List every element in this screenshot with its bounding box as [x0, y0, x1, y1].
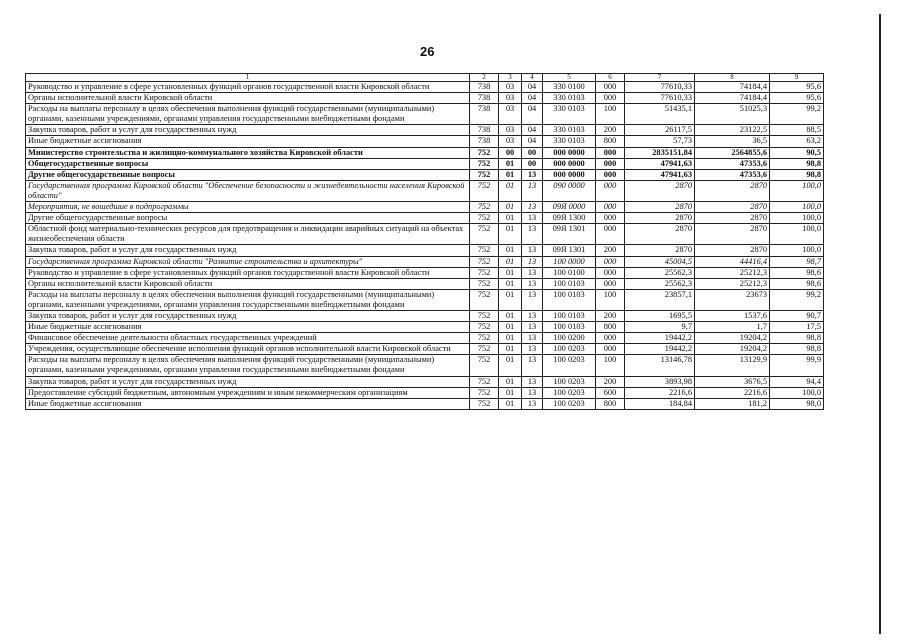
subsection-cell: 13	[522, 333, 543, 344]
table-row	[26, 180, 824, 201]
planned-cell: 2870	[625, 213, 695, 224]
expense-type-cell: 200	[596, 310, 625, 321]
section-cell: 01	[499, 224, 522, 245]
admin-code-cell: 738	[470, 104, 499, 125]
executed-cell: 51025,3	[695, 104, 770, 125]
subsection-cell: 13	[522, 245, 543, 256]
target-article-cell: 330 0103	[543, 136, 596, 147]
table-row	[26, 333, 824, 344]
subsection-cell: 13	[522, 256, 543, 267]
planned-cell: 3893,98	[625, 376, 695, 387]
target-article-cell: 000 0000	[543, 147, 596, 158]
column-number-cell: 7	[625, 74, 695, 82]
planned-cell: 47941,63	[625, 169, 695, 180]
admin-code-cell: 752	[470, 202, 499, 213]
target-article-cell: 100 0203	[543, 398, 596, 409]
expense-type-cell: 100	[596, 104, 625, 125]
section-cell: 03	[499, 93, 522, 104]
subsection-cell: 13	[522, 180, 543, 201]
percent-cell: 100,0	[770, 387, 824, 398]
subsection-cell: 13	[522, 289, 543, 310]
target-article-cell: 09Я 1301	[543, 245, 596, 256]
percent-cell: 98,8	[770, 158, 824, 169]
expense-type-cell: 000	[596, 202, 625, 213]
planned-cell: 2870	[625, 245, 695, 256]
description-cell: Органы исполнительной власти Кировской области	[26, 278, 470, 289]
section-cell: 01	[499, 158, 522, 169]
admin-code-cell: 752	[470, 256, 499, 267]
column-number-row	[26, 74, 824, 82]
subsection-cell: 13	[522, 213, 543, 224]
table-row	[26, 267, 824, 278]
planned-cell: 25562,3	[625, 267, 695, 278]
expense-type-cell: 600	[596, 387, 625, 398]
percent-cell: 99,2	[770, 289, 824, 310]
description-cell: Руководство и управление в сфере установленных функций органов государственной власти Кировской области	[26, 267, 470, 278]
subsection-cell: 13	[522, 355, 543, 376]
expense-type-cell: 000	[596, 256, 625, 267]
expense-type-cell: 000	[596, 344, 625, 355]
section-cell: 01	[499, 322, 522, 333]
subsection-cell: 04	[522, 82, 543, 93]
executed-cell: 25212,3	[695, 267, 770, 278]
planned-cell: 26117,5	[625, 125, 695, 136]
executed-cell: 36,5	[695, 136, 770, 147]
subsection-cell: 13	[522, 224, 543, 245]
section-cell: 01	[499, 256, 522, 267]
percent-cell: 90,5	[770, 147, 824, 158]
subsection-cell: 13	[522, 169, 543, 180]
table-row	[26, 104, 824, 125]
executed-cell: 2870	[695, 213, 770, 224]
target-article-cell: 100 0103	[543, 322, 596, 333]
admin-code-cell: 752	[470, 355, 499, 376]
target-article-cell: 330 0100	[543, 82, 596, 93]
table-row	[26, 93, 824, 104]
table-row	[26, 289, 824, 310]
description-cell: Областной фонд материально-технических ресурсов для предотвращения и ликвидации аварийных ситуаций на объектах жизнеобеспечения области	[26, 224, 470, 245]
admin-code-cell: 752	[470, 224, 499, 245]
expense-type-cell: 200	[596, 376, 625, 387]
subsection-cell: 13	[522, 398, 543, 409]
table-row	[26, 158, 824, 169]
executed-cell: 44416,4	[695, 256, 770, 267]
executed-cell: 2564855,6	[695, 147, 770, 158]
target-article-cell: 100 0103	[543, 310, 596, 321]
admin-code-cell: 752	[470, 147, 499, 158]
target-article-cell: 090 0000	[543, 180, 596, 201]
table-row	[26, 136, 824, 147]
table-row	[26, 322, 824, 333]
admin-code-cell: 752	[470, 387, 499, 398]
section-cell: 00	[499, 147, 522, 158]
percent-cell: 98,8	[770, 344, 824, 355]
table-row	[26, 82, 824, 93]
executed-cell: 2870	[695, 180, 770, 201]
table-row	[26, 278, 824, 289]
planned-cell: 51435,1	[625, 104, 695, 125]
expense-type-cell: 000	[596, 267, 625, 278]
description-cell: Государственная программа Кировской области "Обеспечение безопасности и жизнедеятельности населения Кировской области"	[26, 180, 470, 201]
target-article-cell: 100 0203	[543, 355, 596, 376]
column-number-cell: 9	[770, 74, 824, 82]
expense-type-cell: 000	[596, 147, 625, 158]
description-cell: Предоставление субсидий бюджетным, автономным учреждениям и иным некоммерческим организациям	[26, 387, 470, 398]
executed-cell: 19204,2	[695, 344, 770, 355]
admin-code-cell: 752	[470, 376, 499, 387]
admin-code-cell: 752	[470, 213, 499, 224]
description-cell: Расходы на выплаты персоналу в целях обеспечения выполнения функций государственными (муниципальными) органами, казенными учреждениями, органами управления государственными внебюджетными фондами	[26, 355, 470, 376]
admin-code-cell: 738	[470, 125, 499, 136]
admin-code-cell: 738	[470, 93, 499, 104]
section-cell: 01	[499, 344, 522, 355]
percent-cell: 98,6	[770, 267, 824, 278]
target-article-cell: 09Я 1301	[543, 224, 596, 245]
section-cell: 01	[499, 310, 522, 321]
section-cell: 01	[499, 355, 522, 376]
expense-type-cell: 100	[596, 289, 625, 310]
subsection-cell: 13	[522, 376, 543, 387]
table-row	[26, 169, 824, 180]
admin-code-cell: 752	[470, 322, 499, 333]
section-cell: 01	[499, 376, 522, 387]
subsection-cell: 13	[522, 322, 543, 333]
table-row	[26, 245, 824, 256]
description-cell: Общегосударственные вопросы	[26, 158, 470, 169]
admin-code-cell: 752	[470, 180, 499, 201]
target-article-cell: 09Я 0000	[543, 202, 596, 213]
description-cell: Иные бюджетные ассигнования	[26, 398, 470, 409]
description-cell: Мероприятия, не вошедшие в подпрограммы	[26, 202, 470, 213]
executed-cell: 2870	[695, 245, 770, 256]
section-cell: 01	[499, 278, 522, 289]
percent-cell: 63,2	[770, 136, 824, 147]
percent-cell: 95,6	[770, 93, 824, 104]
admin-code-cell: 752	[470, 289, 499, 310]
table-row	[26, 202, 824, 213]
column-number-cell: 3	[499, 74, 522, 82]
executed-cell: 19204,2	[695, 333, 770, 344]
table-row	[26, 213, 824, 224]
executed-cell: 1,7	[695, 322, 770, 333]
subsection-cell: 00	[522, 147, 543, 158]
target-article-cell: 100 0200	[543, 333, 596, 344]
description-cell: Закупка товаров, работ и услуг для государственных нужд	[26, 376, 470, 387]
planned-cell: 25562,3	[625, 278, 695, 289]
target-article-cell: 100 0203	[543, 344, 596, 355]
planned-cell: 2870	[625, 180, 695, 201]
percent-cell: 98,8	[770, 333, 824, 344]
subsection-cell: 04	[522, 136, 543, 147]
percent-cell: 88,5	[770, 125, 824, 136]
admin-code-cell: 752	[470, 344, 499, 355]
percent-cell: 99,9	[770, 355, 824, 376]
expense-type-cell: 000	[596, 224, 625, 245]
percent-cell: 95,6	[770, 82, 824, 93]
scan-edge-line	[879, 14, 881, 634]
planned-cell: 2835151,84	[625, 147, 695, 158]
subsection-cell: 13	[522, 267, 543, 278]
target-article-cell: 330 0103	[543, 104, 596, 125]
percent-cell: 98,8	[770, 169, 824, 180]
section-cell: 03	[499, 125, 522, 136]
expense-type-cell: 000	[596, 333, 625, 344]
planned-cell: 19442,2	[625, 333, 695, 344]
executed-cell: 74184,4	[695, 93, 770, 104]
page-number: 26	[420, 44, 435, 59]
section-cell: 01	[499, 202, 522, 213]
description-cell: Иные бюджетные ассигнования	[26, 322, 470, 333]
executed-cell: 74184,4	[695, 82, 770, 93]
executed-cell: 23673	[695, 289, 770, 310]
expense-type-cell: 000	[596, 158, 625, 169]
target-article-cell: 100 0103	[543, 278, 596, 289]
admin-code-cell: 752	[470, 267, 499, 278]
description-cell: Министерство строительства и жилищно-коммунального хозяйства Кировской области	[26, 147, 470, 158]
executed-cell: 181,2	[695, 398, 770, 409]
percent-cell: 94,4	[770, 376, 824, 387]
executed-cell: 47353,6	[695, 158, 770, 169]
percent-cell: 100,0	[770, 202, 824, 213]
expense-type-cell: 800	[596, 136, 625, 147]
expense-type-cell: 000	[596, 82, 625, 93]
table-row	[26, 125, 824, 136]
subsection-cell: 04	[522, 125, 543, 136]
target-article-cell: 330 0103	[543, 125, 596, 136]
table-body	[26, 74, 824, 410]
table-row	[26, 310, 824, 321]
executed-cell: 13129,9	[695, 355, 770, 376]
target-article-cell: 100 0000	[543, 256, 596, 267]
executed-cell: 1537,6	[695, 310, 770, 321]
table-row	[26, 387, 824, 398]
target-article-cell: 09Я 1300	[543, 213, 596, 224]
subsection-cell: 13	[522, 278, 543, 289]
percent-cell: 17,5	[770, 322, 824, 333]
target-article-cell: 100 0100	[543, 267, 596, 278]
admin-code-cell: 738	[470, 136, 499, 147]
table-row	[26, 355, 824, 376]
table-row	[26, 376, 824, 387]
expense-type-cell: 200	[596, 125, 625, 136]
subsection-cell: 00	[522, 158, 543, 169]
section-cell: 01	[499, 180, 522, 201]
description-cell: Иные бюджетные ассигнования	[26, 136, 470, 147]
planned-cell: 184,84	[625, 398, 695, 409]
percent-cell: 98,7	[770, 256, 824, 267]
column-number-cell: 8	[695, 74, 770, 82]
section-cell: 01	[499, 245, 522, 256]
table-row	[26, 224, 824, 245]
target-article-cell: 330 0103	[543, 93, 596, 104]
description-cell: Закупка товаров, работ и услуг для государственных нужд	[26, 245, 470, 256]
executed-cell: 2870	[695, 202, 770, 213]
section-cell: 01	[499, 169, 522, 180]
percent-cell: 98,0	[770, 398, 824, 409]
description-cell: Государственная программа Кировской области "Развитие строительства и архитектуры"	[26, 256, 470, 267]
table-row	[26, 256, 824, 267]
percent-cell: 100,0	[770, 245, 824, 256]
description-cell: Органы исполнительной власти Кировской области	[26, 93, 470, 104]
section-cell: 01	[499, 267, 522, 278]
percent-cell: 90,7	[770, 310, 824, 321]
expense-type-cell: 800	[596, 398, 625, 409]
section-cell: 01	[499, 398, 522, 409]
expense-type-cell: 200	[596, 245, 625, 256]
target-article-cell: 000 0000	[543, 169, 596, 180]
description-cell: Другие общегосударственные вопросы	[26, 213, 470, 224]
table-row	[26, 398, 824, 409]
expense-type-cell: 000	[596, 169, 625, 180]
admin-code-cell: 752	[470, 278, 499, 289]
section-cell: 03	[499, 104, 522, 125]
admin-code-cell: 752	[470, 169, 499, 180]
section-cell: 01	[499, 289, 522, 310]
planned-cell: 77610,33	[625, 93, 695, 104]
table-row	[26, 344, 824, 355]
description-cell: Финансовое обеспечение деятельности областных государственных учреждений	[26, 333, 470, 344]
expense-type-cell: 000	[596, 213, 625, 224]
subsection-cell: 13	[522, 310, 543, 321]
admin-code-cell: 752	[470, 310, 499, 321]
executed-cell: 25212,3	[695, 278, 770, 289]
section-cell: 03	[499, 136, 522, 147]
percent-cell: 100,0	[770, 180, 824, 201]
description-cell: Закупка товаров, работ и услуг для государственных нужд	[26, 125, 470, 136]
expense-type-cell: 100	[596, 355, 625, 376]
executed-cell: 47353,6	[695, 169, 770, 180]
section-cell: 01	[499, 387, 522, 398]
planned-cell: 57,73	[625, 136, 695, 147]
budget-table	[25, 73, 824, 410]
planned-cell: 2870	[625, 224, 695, 245]
description-cell: Расходы на выплаты персоналу в целях обеспечения выполнения функций государственными (муниципальными) органами, казенными учреждениями, органами управления государственными внебюджетными фондами	[26, 104, 470, 125]
column-number-cell: 4	[522, 74, 543, 82]
column-number-cell: 2	[470, 74, 499, 82]
percent-cell: 100,0	[770, 213, 824, 224]
planned-cell: 13146,78	[625, 355, 695, 376]
column-number-cell: 5	[543, 74, 596, 82]
planned-cell: 1695,5	[625, 310, 695, 321]
target-article-cell: 100 0203	[543, 376, 596, 387]
executed-cell: 3676,5	[695, 376, 770, 387]
planned-cell: 2870	[625, 202, 695, 213]
expense-type-cell: 800	[596, 322, 625, 333]
planned-cell: 2216,6	[625, 387, 695, 398]
subsection-cell: 04	[522, 93, 543, 104]
planned-cell: 19442,2	[625, 344, 695, 355]
target-article-cell: 100 0103	[543, 289, 596, 310]
admin-code-cell: 752	[470, 398, 499, 409]
percent-cell: 99,2	[770, 104, 824, 125]
percent-cell: 98,6	[770, 278, 824, 289]
executed-cell: 2870	[695, 224, 770, 245]
target-article-cell: 000 0000	[543, 158, 596, 169]
expense-type-cell: 000	[596, 93, 625, 104]
admin-code-cell: 752	[470, 333, 499, 344]
planned-cell: 23857,1	[625, 289, 695, 310]
column-number-cell: 6	[596, 74, 625, 82]
subsection-cell: 13	[522, 344, 543, 355]
percent-cell: 100,0	[770, 224, 824, 245]
executed-cell: 2216,6	[695, 387, 770, 398]
description-cell: Руководство и управление в сфере установленных функций органов государственной власти Кировской области	[26, 82, 470, 93]
executed-cell: 23122,5	[695, 125, 770, 136]
section-cell: 03	[499, 82, 522, 93]
planned-cell: 77610,33	[625, 82, 695, 93]
planned-cell: 9,7	[625, 322, 695, 333]
planned-cell: 47941,63	[625, 158, 695, 169]
table-row	[26, 147, 824, 158]
planned-cell: 45004,5	[625, 256, 695, 267]
subsection-cell: 13	[522, 387, 543, 398]
description-cell: Учреждения, осуществляющие обеспечение исполнения функций органов исполнительной власти Кировской области	[26, 344, 470, 355]
column-number-cell: 1	[26, 74, 470, 82]
expense-type-cell: 000	[596, 278, 625, 289]
description-cell: Расходы на выплаты персоналу в целях обеспечения выполнения функций государственными (муниципальными) органами, казенными учреждениями, органами управления государственными внебюджетными фондами	[26, 289, 470, 310]
description-cell: Закупка товаров, работ и услуг для государственных нужд	[26, 310, 470, 321]
target-article-cell: 100 0203	[543, 387, 596, 398]
admin-code-cell: 752	[470, 158, 499, 169]
admin-code-cell: 752	[470, 245, 499, 256]
section-cell: 01	[499, 213, 522, 224]
subsection-cell: 04	[522, 104, 543, 125]
description-cell: Другие общегосударственные вопросы	[26, 169, 470, 180]
section-cell: 01	[499, 333, 522, 344]
admin-code-cell: 738	[470, 82, 499, 93]
expense-type-cell: 000	[596, 180, 625, 201]
subsection-cell: 13	[522, 202, 543, 213]
